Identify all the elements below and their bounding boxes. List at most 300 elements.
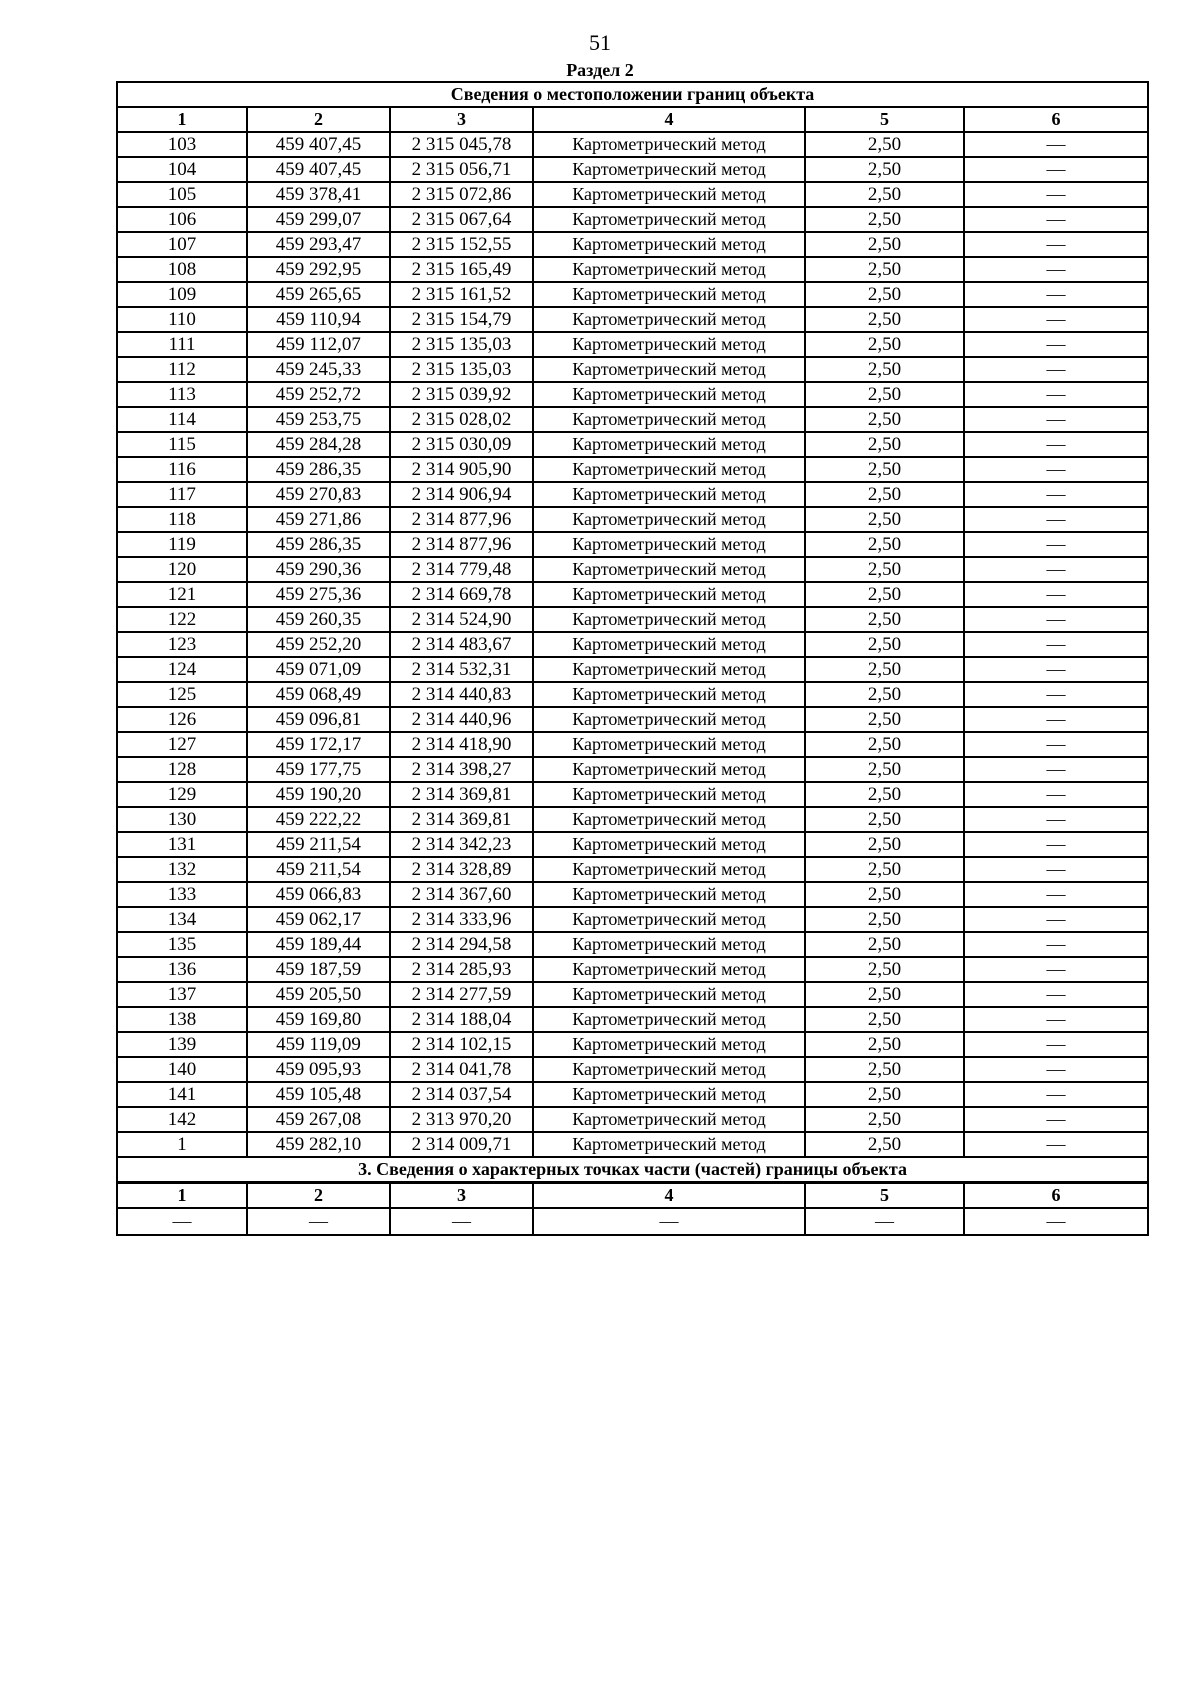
table-row xyxy=(117,682,1148,707)
accuracy-cell: 2,50 xyxy=(805,1107,964,1132)
accuracy-cell: 2,50 xyxy=(805,807,964,832)
accuracy-cell: 2,50 xyxy=(805,757,964,782)
y-coordinate-cell: 2 315 135,03 xyxy=(390,357,533,382)
description-cell: — xyxy=(964,457,1148,482)
table-row xyxy=(117,482,1148,507)
point-number-cell: 142 xyxy=(117,1107,247,1132)
accuracy-cell: 2,50 xyxy=(805,332,964,357)
y-coordinate-cell: 2 314 877,96 xyxy=(390,507,533,532)
method-cell: Картометрический метод xyxy=(533,832,805,857)
x-coordinate-cell: 459 290,36 xyxy=(247,557,390,582)
point-number-cell: 114 xyxy=(117,407,247,432)
table-row xyxy=(117,607,1148,632)
accuracy-cell: 2,50 xyxy=(805,432,964,457)
table-row xyxy=(117,282,1148,307)
point-number-cell: 137 xyxy=(117,982,247,1007)
description-cell: — xyxy=(964,1132,1148,1157)
table-row xyxy=(117,507,1148,532)
table-row xyxy=(117,982,1148,1007)
y-coordinate-cell: 2 314 009,71 xyxy=(390,1132,533,1157)
y-coordinate-cell: 2 315 152,55 xyxy=(390,232,533,257)
accuracy-cell: 2,50 xyxy=(805,782,964,807)
point-number-cell: 113 xyxy=(117,382,247,407)
table-row xyxy=(117,132,1148,157)
description-cell: — xyxy=(964,607,1148,632)
description-cell: — xyxy=(964,832,1148,857)
y-coordinate-cell: 2 314 367,60 xyxy=(390,882,533,907)
accuracy-cell: 2,50 xyxy=(805,507,964,532)
point-number-cell: 133 xyxy=(117,882,247,907)
table-row xyxy=(117,357,1148,382)
method-cell: Картометрический метод xyxy=(533,682,805,707)
table-row xyxy=(117,832,1148,857)
method-cell: Картометрический метод xyxy=(533,1082,805,1107)
y-coordinate-cell: 2 314 877,96 xyxy=(390,532,533,557)
table-row xyxy=(117,857,1148,882)
column-header-x-coordinate: 2 xyxy=(247,1183,390,1209)
description-cell: — xyxy=(964,482,1148,507)
method-cell: Картометрический метод xyxy=(533,632,805,657)
description-cell: — xyxy=(964,232,1148,257)
description-cell: — xyxy=(964,382,1148,407)
point-number-cell: 104 xyxy=(117,157,247,182)
point-number-cell: 124 xyxy=(117,657,247,682)
method-cell: Картометрический метод xyxy=(533,482,805,507)
description-cell: — xyxy=(964,307,1148,332)
accuracy-cell: 2,50 xyxy=(805,182,964,207)
x-coordinate-cell: 459 299,07 xyxy=(247,207,390,232)
accuracy-cell: 2,50 xyxy=(805,282,964,307)
table-row xyxy=(117,1107,1148,1132)
x-coordinate-cell: 459 190,20 xyxy=(247,782,390,807)
boundary-table xyxy=(116,81,1149,1236)
point-number-cell: 131 xyxy=(117,832,247,857)
description-cell: — xyxy=(964,357,1148,382)
table-row xyxy=(117,732,1148,757)
accuracy-cell: 2,50 xyxy=(805,657,964,682)
point-number-cell: 134 xyxy=(117,907,247,932)
table-row xyxy=(117,382,1148,407)
column-header-y-coordinate: 3 xyxy=(390,1183,533,1209)
x-coordinate-cell: 459 211,54 xyxy=(247,832,390,857)
y-coordinate-cell: 2 314 102,15 xyxy=(390,1032,533,1057)
description-cell: — xyxy=(964,707,1148,732)
method-cell: Картометрический метод xyxy=(533,432,805,457)
method-cell: Картометрический метод xyxy=(533,607,805,632)
column-header-x-coordinate: 2 xyxy=(247,107,390,132)
description-cell: — xyxy=(964,807,1148,832)
y-coordinate-cell: 2 314 369,81 xyxy=(390,807,533,832)
table-row xyxy=(117,307,1148,332)
accuracy-cell: 2,50 xyxy=(805,982,964,1007)
method-cell: Картометрический метод xyxy=(533,507,805,532)
boundary-table-body xyxy=(117,82,1148,1235)
method-cell: Картометрический метод xyxy=(533,532,805,557)
point-number-cell: 117 xyxy=(117,482,247,507)
accuracy-cell: 2,50 xyxy=(805,632,964,657)
accuracy-cell: 2,50 xyxy=(805,307,964,332)
x-coordinate-cell: 459 222,22 xyxy=(247,807,390,832)
page-number: 51 xyxy=(589,30,611,55)
accuracy-cell: 2,50 xyxy=(805,707,964,732)
method-cell: Картометрический метод xyxy=(533,932,805,957)
y-coordinate-cell: 2 314 418,90 xyxy=(390,732,533,757)
x-coordinate-cell: 459 286,35 xyxy=(247,532,390,557)
accuracy-cell: 2,50 xyxy=(805,532,964,557)
accuracy-cell: 2,50 xyxy=(805,882,964,907)
method-cell: Картометрический метод xyxy=(533,957,805,982)
description-cell: — xyxy=(964,757,1148,782)
method-cell: Картометрический метод xyxy=(533,257,805,282)
method-cell: Картометрический метод xyxy=(533,357,805,382)
point-number-cell: 129 xyxy=(117,782,247,807)
table-row xyxy=(117,432,1148,457)
method-cell: Картометрический метод xyxy=(533,1107,805,1132)
table-row xyxy=(117,157,1148,182)
accuracy-cell: 2,50 xyxy=(805,232,964,257)
method-cell: Картометрический метод xyxy=(533,1132,805,1157)
table-row xyxy=(117,332,1148,357)
accuracy-cell: 2,50 xyxy=(805,907,964,932)
y-coordinate-cell: 2 314 532,31 xyxy=(390,657,533,682)
y-coordinate-cell: 2 314 398,27 xyxy=(390,757,533,782)
x-coordinate-cell: 459 095,93 xyxy=(247,1057,390,1082)
point-number-cell: 103 xyxy=(117,132,247,157)
x-coordinate-cell: 459 211,54 xyxy=(247,857,390,882)
x-coordinate-cell: 459 265,65 xyxy=(247,282,390,307)
x-coordinate-cell: 459 071,09 xyxy=(247,657,390,682)
table-row xyxy=(117,657,1148,682)
method-cell: Картометрический метод xyxy=(533,657,805,682)
section3-header-row xyxy=(117,1183,1148,1209)
section-title: Раздел 2 xyxy=(566,60,634,80)
point-number-cell: 119 xyxy=(117,532,247,557)
point-number-cell: 132 xyxy=(117,857,247,882)
y-coordinate-cell: 2 314 285,93 xyxy=(390,957,533,982)
y-coordinate-cell: 2 314 188,04 xyxy=(390,1007,533,1032)
table-row xyxy=(117,882,1148,907)
point-number-cell: 123 xyxy=(117,632,247,657)
accuracy-cell: — xyxy=(805,1208,964,1235)
table-row xyxy=(117,757,1148,782)
y-coordinate-cell: 2 314 440,83 xyxy=(390,682,533,707)
point-number-cell: 116 xyxy=(117,457,247,482)
column-header-method: 4 xyxy=(533,1183,805,1209)
accuracy-cell: 2,50 xyxy=(805,482,964,507)
section3-caption-row xyxy=(117,1157,1148,1183)
accuracy-cell: 2,50 xyxy=(805,1032,964,1057)
point-number-cell: 108 xyxy=(117,257,247,282)
description-cell: — xyxy=(964,1057,1148,1082)
y-coordinate-cell: 2 314 041,78 xyxy=(390,1057,533,1082)
y-coordinate-cell: 2 314 440,96 xyxy=(390,707,533,732)
description-cell: — xyxy=(964,432,1148,457)
table-row xyxy=(117,932,1148,957)
accuracy-cell: 2,50 xyxy=(805,957,964,982)
table-row xyxy=(117,1132,1148,1157)
description-cell: — xyxy=(964,207,1148,232)
accuracy-cell: 2,50 xyxy=(805,607,964,632)
method-cell: — xyxy=(533,1208,805,1235)
column-header-y-coordinate: 3 xyxy=(390,107,533,132)
x-coordinate-cell: 459 119,09 xyxy=(247,1032,390,1057)
accuracy-cell: 2,50 xyxy=(805,932,964,957)
x-coordinate-cell: 459 096,81 xyxy=(247,707,390,732)
x-coordinate-cell: 459 110,94 xyxy=(247,307,390,332)
method-cell: Картометрический метод xyxy=(533,382,805,407)
method-cell: Картометрический метод xyxy=(533,757,805,782)
x-coordinate-cell: 459 068,49 xyxy=(247,682,390,707)
point-number-cell: 109 xyxy=(117,282,247,307)
description-cell: — xyxy=(964,1107,1148,1132)
x-coordinate-cell: 459 284,28 xyxy=(247,432,390,457)
point-number-cell: 140 xyxy=(117,1057,247,1082)
description-cell: — xyxy=(964,957,1148,982)
table-row xyxy=(117,182,1148,207)
method-cell: Картометрический метод xyxy=(533,307,805,332)
column-header-row xyxy=(117,107,1148,132)
table-row xyxy=(117,1057,1148,1082)
table-row xyxy=(117,557,1148,582)
x-coordinate-cell: 459 260,35 xyxy=(247,607,390,632)
point-number-cell: 126 xyxy=(117,707,247,732)
x-coordinate-cell: 459 245,33 xyxy=(247,357,390,382)
x-coordinate-cell: 459 292,95 xyxy=(247,257,390,282)
accuracy-cell: 2,50 xyxy=(805,732,964,757)
accuracy-cell: 2,50 xyxy=(805,132,964,157)
description-cell: — xyxy=(964,532,1148,557)
y-coordinate-cell: 2 315 154,79 xyxy=(390,307,533,332)
column-header-point-number: 1 xyxy=(117,1183,247,1209)
method-cell: Картометрический метод xyxy=(533,407,805,432)
accuracy-cell: 2,50 xyxy=(805,557,964,582)
point-number-cell: 135 xyxy=(117,932,247,957)
y-coordinate-cell: 2 315 161,52 xyxy=(390,282,533,307)
y-coordinate-cell: 2 314 328,89 xyxy=(390,857,533,882)
point-number-cell: 111 xyxy=(117,332,247,357)
section3-caption: 3. Сведения о характерных точках части (частей) границы объекта xyxy=(117,1157,1148,1183)
x-coordinate-cell: 459 187,59 xyxy=(247,957,390,982)
point-number-cell: 130 xyxy=(117,807,247,832)
table-row xyxy=(117,457,1148,482)
y-coordinate-cell: 2 315 039,92 xyxy=(390,382,533,407)
point-number-cell: 127 xyxy=(117,732,247,757)
point-number-cell: 115 xyxy=(117,432,247,457)
accuracy-cell: 2,50 xyxy=(805,357,964,382)
point-number-cell: — xyxy=(117,1208,247,1235)
method-cell: Картометрический метод xyxy=(533,782,805,807)
table-caption-row xyxy=(117,82,1148,107)
table-row xyxy=(117,407,1148,432)
description-cell: — xyxy=(964,882,1148,907)
method-cell: Картометрический метод xyxy=(533,182,805,207)
point-number-cell: 125 xyxy=(117,682,247,707)
description-cell: — xyxy=(964,282,1148,307)
x-coordinate-cell: 459 205,50 xyxy=(247,982,390,1007)
method-cell: Картометрический метод xyxy=(533,232,805,257)
table-row xyxy=(117,907,1148,932)
y-coordinate-cell: 2 314 369,81 xyxy=(390,782,533,807)
method-cell: Картометрический метод xyxy=(533,907,805,932)
table-row xyxy=(117,1007,1148,1032)
table-row xyxy=(117,707,1148,732)
description-cell: — xyxy=(964,332,1148,357)
x-coordinate-cell: 459 282,10 xyxy=(247,1132,390,1157)
table-row xyxy=(117,1208,1148,1235)
x-coordinate-cell: 459 252,72 xyxy=(247,382,390,407)
description-cell: — xyxy=(964,857,1148,882)
y-coordinate-cell: 2 314 037,54 xyxy=(390,1082,533,1107)
x-coordinate-cell: 459 062,17 xyxy=(247,907,390,932)
table-row xyxy=(117,232,1148,257)
point-number-cell: 138 xyxy=(117,1007,247,1032)
x-coordinate-cell: 459 286,35 xyxy=(247,457,390,482)
x-coordinate-cell: 459 252,20 xyxy=(247,632,390,657)
table-row xyxy=(117,957,1148,982)
y-coordinate-cell: 2 314 342,23 xyxy=(390,832,533,857)
table-row xyxy=(117,257,1148,282)
accuracy-cell: 2,50 xyxy=(805,207,964,232)
y-coordinate-cell: 2 314 906,94 xyxy=(390,482,533,507)
method-cell: Картометрический метод xyxy=(533,1007,805,1032)
point-number-cell: 121 xyxy=(117,582,247,607)
y-coordinate-cell: 2 315 072,86 xyxy=(390,182,533,207)
method-cell: Картометрический метод xyxy=(533,982,805,1007)
column-header-point-number: 1 xyxy=(117,107,247,132)
x-coordinate-cell: 459 169,80 xyxy=(247,1007,390,1032)
description-cell: — xyxy=(964,182,1148,207)
method-cell: Картометрический метод xyxy=(533,207,805,232)
method-cell: Картометрический метод xyxy=(533,807,805,832)
x-coordinate-cell: 459 271,86 xyxy=(247,507,390,532)
table-row xyxy=(117,1032,1148,1057)
point-number-cell: 122 xyxy=(117,607,247,632)
y-coordinate-cell: 2 314 779,48 xyxy=(390,557,533,582)
y-coordinate-cell: 2 315 028,02 xyxy=(390,407,533,432)
description-cell: — xyxy=(964,782,1148,807)
y-coordinate-cell: 2 314 905,90 xyxy=(390,457,533,482)
point-number-cell: 136 xyxy=(117,957,247,982)
table-row xyxy=(117,807,1148,832)
y-coordinate-cell: 2 315 056,71 xyxy=(390,157,533,182)
description-cell: — xyxy=(964,1082,1148,1107)
table-row xyxy=(117,632,1148,657)
y-coordinate-cell: 2 314 333,96 xyxy=(390,907,533,932)
description-cell: — xyxy=(964,582,1148,607)
y-coordinate-cell: 2 315 135,03 xyxy=(390,332,533,357)
table-caption: Сведения о местоположении границ объекта xyxy=(117,82,1148,107)
column-header-method: 4 xyxy=(533,107,805,132)
method-cell: Картометрический метод xyxy=(533,1032,805,1057)
x-coordinate-cell: 459 253,75 xyxy=(247,407,390,432)
table-row xyxy=(117,532,1148,557)
method-cell: Картометрический метод xyxy=(533,732,805,757)
description-cell: — xyxy=(964,682,1148,707)
method-cell: Картометрический метод xyxy=(533,282,805,307)
method-cell: Картометрический метод xyxy=(533,132,805,157)
x-coordinate-cell: 459 172,17 xyxy=(247,732,390,757)
accuracy-cell: 2,50 xyxy=(805,857,964,882)
description-cell: — xyxy=(964,1032,1148,1057)
x-coordinate-cell: 459 189,44 xyxy=(247,932,390,957)
method-cell: Картометрический метод xyxy=(533,457,805,482)
y-coordinate-cell: 2 315 030,09 xyxy=(390,432,533,457)
column-header-accuracy: 5 xyxy=(805,1183,964,1209)
column-header-description: 6 xyxy=(964,107,1148,132)
column-header-description: 6 xyxy=(964,1183,1148,1209)
y-coordinate-cell: 2 314 669,78 xyxy=(390,582,533,607)
point-number-cell: 105 xyxy=(117,182,247,207)
table-row xyxy=(117,207,1148,232)
description-cell: — xyxy=(964,507,1148,532)
x-coordinate-cell: 459 407,45 xyxy=(247,132,390,157)
description-cell: — xyxy=(964,257,1148,282)
y-coordinate-cell: 2 314 524,90 xyxy=(390,607,533,632)
description-cell: — xyxy=(964,132,1148,157)
accuracy-cell: 2,50 xyxy=(805,157,964,182)
table-row xyxy=(117,1082,1148,1107)
y-coordinate-cell: 2 313 970,20 xyxy=(390,1107,533,1132)
x-coordinate-cell: 459 267,08 xyxy=(247,1107,390,1132)
accuracy-cell: 2,50 xyxy=(805,382,964,407)
description-cell: — xyxy=(964,157,1148,182)
description-cell: — xyxy=(964,1208,1148,1235)
y-coordinate-cell: 2 315 045,78 xyxy=(390,132,533,157)
x-coordinate-cell: 459 177,75 xyxy=(247,757,390,782)
method-cell: Картометрический метод xyxy=(533,1057,805,1082)
x-coordinate-cell: 459 270,83 xyxy=(247,482,390,507)
description-cell: — xyxy=(964,657,1148,682)
accuracy-cell: 2,50 xyxy=(805,1057,964,1082)
x-coordinate-cell: 459 066,83 xyxy=(247,882,390,907)
point-number-cell: 110 xyxy=(117,307,247,332)
point-number-cell: 139 xyxy=(117,1032,247,1057)
x-coordinate-cell: 459 407,45 xyxy=(247,157,390,182)
method-cell: Картометрический метод xyxy=(533,707,805,732)
point-number-cell: 120 xyxy=(117,557,247,582)
point-number-cell: 1 xyxy=(117,1132,247,1157)
description-cell: — xyxy=(964,1007,1148,1032)
table-row xyxy=(117,782,1148,807)
method-cell: Картометрический метод xyxy=(533,582,805,607)
x-coordinate-cell: 459 378,41 xyxy=(247,182,390,207)
point-number-cell: 128 xyxy=(117,757,247,782)
accuracy-cell: 2,50 xyxy=(805,1132,964,1157)
point-number-cell: 118 xyxy=(117,507,247,532)
y-coordinate-cell: 2 314 294,58 xyxy=(390,932,533,957)
accuracy-cell: 2,50 xyxy=(805,407,964,432)
method-cell: Картометрический метод xyxy=(533,882,805,907)
y-coordinate-cell: 2 314 277,59 xyxy=(390,982,533,1007)
description-cell: — xyxy=(964,732,1148,757)
accuracy-cell: 2,50 xyxy=(805,832,964,857)
x-coordinate-cell: 459 293,47 xyxy=(247,232,390,257)
description-cell: — xyxy=(964,557,1148,582)
accuracy-cell: 2,50 xyxy=(805,1082,964,1107)
accuracy-cell: 2,50 xyxy=(805,582,964,607)
method-cell: Картометрический метод xyxy=(533,557,805,582)
accuracy-cell: 2,50 xyxy=(805,257,964,282)
accuracy-cell: 2,50 xyxy=(805,682,964,707)
method-cell: Картометрический метод xyxy=(533,157,805,182)
y-coordinate-cell: 2 315 165,49 xyxy=(390,257,533,282)
point-number-cell: 141 xyxy=(117,1082,247,1107)
point-number-cell: 112 xyxy=(117,357,247,382)
y-coordinate-cell: 2 314 483,67 xyxy=(390,632,533,657)
description-cell: — xyxy=(964,932,1148,957)
accuracy-cell: 2,50 xyxy=(805,1007,964,1032)
column-header-accuracy: 5 xyxy=(805,107,964,132)
